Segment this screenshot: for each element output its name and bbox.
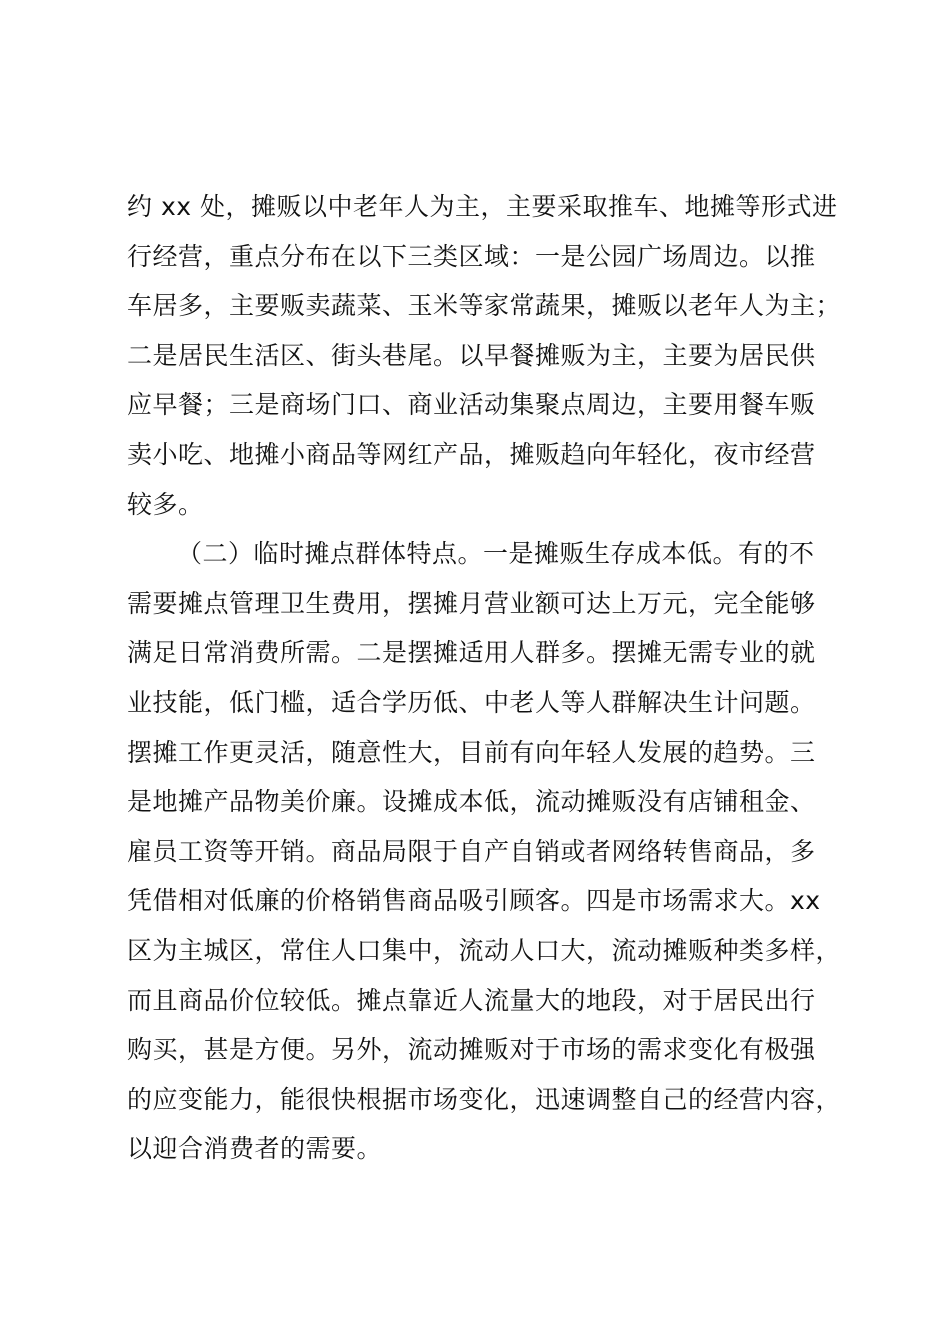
paragraph-line: 业技能，低门槛，适合学历低、中老人等人群解决生计问题。 <box>127 687 816 717</box>
paragraph-line: 是地摊产品物美价廉。设摊成本低，流动摊贩没有店铺租金、 <box>127 787 816 817</box>
paragraph-line: 摆摊工作更灵活，随意性大，目前有向年轻人发展的趋势。三 <box>127 737 816 767</box>
paragraph-line: 区为主城区，常住人口集中，流动人口大，流动摊贩种类多样， <box>127 935 842 965</box>
paragraph-line: 约 xx 处，摊贩以中老年人为主，主要采取推车、地摊等形式进 <box>127 192 838 221</box>
paragraph-line: 卖小吃、地摊小商品等网红产品，摊贩趋向年轻化，夜市经营 <box>127 439 816 469</box>
paragraph-line: 车居多，主要贩卖蔬菜、玉米等家常蔬果，摊贩以老年人为主； <box>127 291 842 321</box>
paragraph-line: 雇员工资等开销。商品局限于自产自销或者网络转售商品，多 <box>127 836 816 866</box>
paragraph-line: 二是居民生活区、街头巷尾。以早餐摊贩为主，主要为居民供 <box>127 340 816 370</box>
paragraph-line: 的应变能力，能很快根据市场变化，迅速调整自己的经营内容， <box>127 1084 842 1114</box>
paragraph-line: （二）临时摊点群体特点。一是摊贩生存成本低。有的不 <box>177 539 815 569</box>
paragraph-line: 较多。 <box>127 489 204 519</box>
paragraph-line: 凭借相对低廉的价格销售商品吸引顾客。四是市场需求大。xx <box>127 886 821 916</box>
paragraph-line: 行经营，重点分布在以下三类区域：一是公园广场周边。以推 <box>127 241 816 271</box>
paragraph-line: 而且商品价位较低。摊点靠近人流量大的地段，对于居民出行 <box>127 985 816 1015</box>
paragraph-line: 满足日常消费所需。二是摆摊适用人群多。摆摊无需专业的就 <box>127 638 816 668</box>
document-body <box>127 182 857 1174</box>
paragraph-line: 需要摊点管理卫生费用，摆摊月营业额可达上万元，完全能够 <box>127 588 816 618</box>
paragraph-line: 以迎合消费者的需要。 <box>127 1134 383 1164</box>
paragraph-line: 应早餐；三是商场门口、商业活动集聚点周边，主要用餐车贩 <box>127 390 816 420</box>
paragraph-line: 购买，甚是方便。另外，流动摊贩对于市场的需求变化有极强 <box>127 1035 816 1065</box>
